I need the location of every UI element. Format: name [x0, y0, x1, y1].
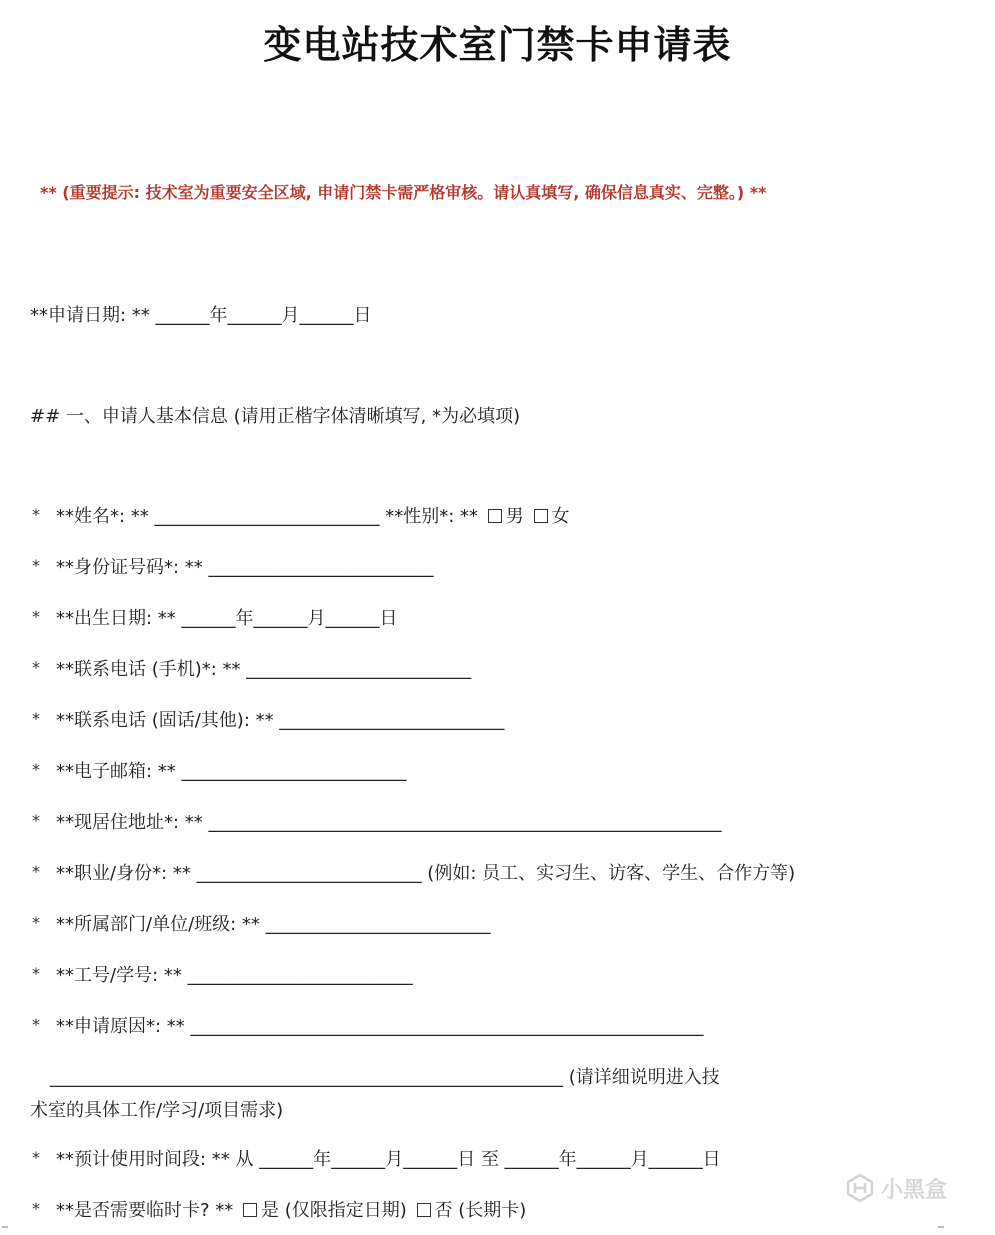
reason-hint-text: 术室的具体工作/学习/项目需求) — [30, 1100, 284, 1121]
gender-label: **性别*: ** — [385, 506, 479, 527]
bullet-marker: * — [32, 1148, 40, 1167]
bullet-marker: * — [32, 1199, 40, 1218]
gender-male-label: 男 — [505, 506, 524, 527]
birth-date-field[interactable]: **出生日期: ** ______年______月______日 — [56, 608, 398, 629]
occupation-field[interactable]: **职业/身份*: ** _________________________ (例如: 员工、实习生、访客、学生、合作方等) — [56, 863, 796, 884]
heybox-logo-icon — [845, 1173, 875, 1203]
temp-card-no-checkbox[interactable] — [417, 1203, 431, 1217]
temp-card-yes-label: 是 (仅限指定日期) — [261, 1200, 407, 1221]
other-phone-field[interactable]: **联系电话 (固话/其他): ** _________________________ — [56, 710, 505, 731]
name-field[interactable]: **姓名*: ** _________________________ — [56, 506, 380, 527]
temp-card-no-label: 否 (长期卡) — [434, 1200, 527, 1221]
bullet-marker: * — [32, 964, 40, 983]
bullet-marker: * — [32, 862, 40, 881]
employee-id-field[interactable]: **工号/学号: ** _________________________ — [56, 965, 413, 986]
id-number-field[interactable]: **身份证号码*: ** _________________________ — [56, 557, 434, 578]
name-row — [56, 502, 570, 528]
section-basic-info-heading: ## 一、申请人基本信息 (请用正楷字体清晰填写, *为必填项) — [30, 406, 521, 427]
usage-period-field[interactable]: **预计使用时间段: ** 从 ______年______月______日 至 ______年______月______日 — [56, 1149, 721, 1170]
reason-field[interactable]: **申请原因*: ** _________________________________________________________ — [56, 1016, 704, 1037]
gender-female-label: 女 — [551, 506, 570, 527]
bullet-marker: * — [32, 556, 40, 575]
page-corner-mark — [938, 1226, 944, 1228]
apply-date-field[interactable]: **申请日期: ** ______年______月______日 — [30, 305, 372, 326]
bullet-marker: * — [32, 505, 40, 524]
department-field[interactable]: **所属部门/单位/班级: ** _________________________ — [56, 914, 491, 935]
reason-continued-field[interactable]: _________________________________________________________ (请详细说明进入技 — [50, 1067, 720, 1088]
email-field[interactable]: **电子邮箱: ** _________________________ — [56, 761, 407, 782]
mobile-phone-field[interactable]: **联系电话 (手机)*: ** _________________________ — [56, 659, 472, 680]
bullet-marker: * — [32, 760, 40, 779]
bullet-marker: * — [32, 1015, 40, 1034]
temp-card-row — [56, 1196, 526, 1222]
bullet-marker: * — [32, 709, 40, 728]
bullet-marker: * — [32, 913, 40, 932]
bullet-marker: * — [32, 658, 40, 677]
form-title: 变电站技术室门禁卡申请表 — [263, 23, 732, 67]
temp-card-yes-checkbox[interactable] — [243, 1203, 257, 1217]
watermark — [845, 1170, 947, 1206]
page-corner-mark — [2, 1226, 8, 1228]
address-field[interactable]: **现居住地址*: ** _________________________________________________________ — [56, 812, 722, 833]
gender-male-checkbox[interactable] — [488, 509, 502, 523]
temp-card-label: **是否需要临时卡? ** — [56, 1200, 234, 1221]
important-notice: ** (重要提示: 技术室为重要安全区域, 申请门禁卡需严格审核。请认真填写, 确保信息真实、完整。) ** — [40, 183, 767, 202]
bullet-marker: * — [32, 811, 40, 830]
watermark-text: 小黑盒 — [881, 1177, 948, 1203]
bullet-marker: * — [32, 607, 40, 626]
gender-female-checkbox[interactable] — [534, 509, 548, 523]
